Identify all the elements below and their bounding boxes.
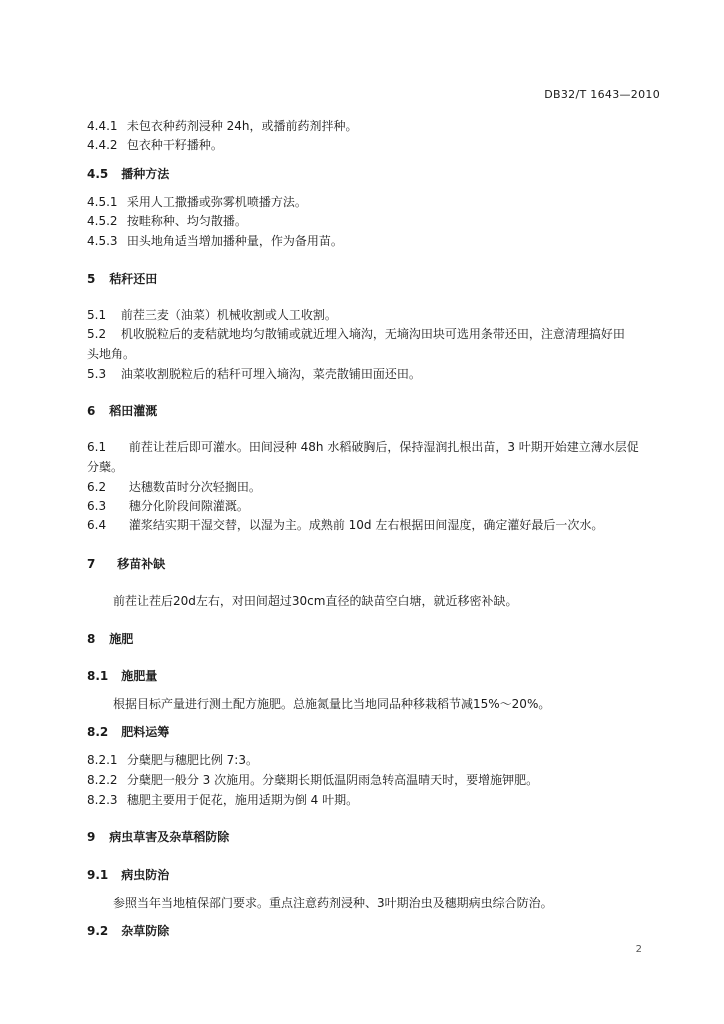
clause-6-1-continued [87, 459, 123, 475]
clause-6-1 [87, 439, 639, 455]
heading-number: 9.2 [87, 924, 109, 938]
clause-5-3 [87, 366, 421, 382]
clause-number: 5.2 [87, 327, 107, 341]
heading-9-1 [87, 867, 169, 883]
paragraph-text: 参照当年当地植保部门要求。重点注意药剂浸种、3叶期治虫及穗期病虫综合防治。 [113, 896, 553, 910]
heading-text: 秸秆还田 [109, 272, 158, 286]
paragraph-text: 根据目标产量进行测土配方施肥。总施氮量比当地同品种移栽稻节减15%～20%。 [113, 697, 551, 711]
clause-number: 4.5.1 [87, 195, 118, 209]
clause-text: 灌浆结实期干湿交替，以湿为主。成熟前 10d 左右根据田间湿度，确定灌好最后一次水。 [128, 518, 604, 532]
heading-number: 8 [87, 632, 96, 646]
clause-text: 头地角。 [87, 347, 136, 361]
clause-4-5-1 [87, 194, 307, 210]
heading-text: 稻田灌溉 [109, 404, 158, 418]
clause-number: 8.2.2 [87, 773, 118, 787]
clause-text: 分蘖肥一般分 3 次施用。分蘖期长期低温阴雨急转高温晴天时，要增施钾肥。 [126, 773, 539, 787]
clause-number: 4.5.3 [87, 234, 118, 248]
heading-text: 病虫草害及杂草稻防除 [109, 830, 230, 844]
clause-number: 8.2.1 [87, 753, 118, 767]
heading-9 [87, 829, 229, 845]
clause-6-2 [87, 479, 261, 495]
clause-text: 穗肥主要用于促花，施用适期为倒 4 叶期。 [126, 793, 359, 807]
heading-number: 8.2 [87, 725, 109, 739]
heading-text: 杂草防除 [121, 924, 170, 938]
clause-number: 5.3 [87, 367, 107, 381]
clause-text: 穗分化阶段间隙灌溉。 [128, 499, 249, 513]
clause-text: 油菜收割脱粒后的秸秆可埋入墒沟，菜壳散铺田面还田。 [120, 367, 421, 381]
heading-number: 9.1 [87, 868, 109, 882]
heading-text: 播种方法 [121, 167, 170, 181]
paragraph-7 [113, 593, 517, 609]
heading-text: 病虫防治 [121, 868, 170, 882]
clause-text: 包衣种干籽播种。 [126, 138, 223, 152]
clause-text: 田头地角适当增加播种量，作为备用苗。 [126, 234, 343, 248]
heading-text: 移苗补缺 [117, 557, 166, 571]
heading-text: 施肥量 [121, 669, 158, 683]
clause-6-4 [87, 517, 603, 533]
heading-number: 9 [87, 830, 96, 844]
heading-4-5 [87, 166, 169, 182]
heading-number: 5 [87, 272, 96, 286]
heading-text: 肥料运筹 [121, 725, 170, 739]
clause-text: 按畦称种、均匀散播。 [126, 214, 247, 228]
clause-number: 6.2 [87, 480, 107, 494]
heading-8-2 [87, 724, 169, 740]
clause-8-2-2 [87, 772, 538, 788]
clause-number: 8.2.3 [87, 793, 118, 807]
document-code-header: DB32/T 1643—2010 [544, 88, 660, 101]
clause-5-2 [87, 326, 625, 342]
heading-7 [87, 556, 165, 572]
clause-4-5-3 [87, 233, 343, 249]
paragraph-8-1 [113, 696, 550, 712]
heading-number: 4.5 [87, 167, 109, 181]
clause-number: 4.5.2 [87, 214, 118, 228]
clause-8-2-3 [87, 792, 358, 808]
clause-5-1 [87, 307, 337, 323]
heading-number: 8.1 [87, 669, 109, 683]
clause-number: 6.4 [87, 518, 107, 532]
clause-number: 5.1 [87, 308, 107, 322]
clause-number: 6.3 [87, 499, 107, 513]
clause-5-2-continued [87, 346, 135, 362]
heading-6 [87, 403, 157, 419]
clause-text: 分蘖。 [87, 460, 124, 474]
clause-8-2-1 [87, 752, 258, 768]
heading-text: 施肥 [109, 632, 134, 646]
clause-text: 采用人工撒播或弥雾机喷播方法。 [126, 195, 307, 209]
clause-text: 前茬三麦（油菜）机械收割或人工收割。 [120, 308, 337, 322]
heading-number: 7 [87, 557, 96, 571]
paragraph-9-1 [113, 895, 553, 911]
heading-8 [87, 631, 133, 647]
heading-5 [87, 271, 157, 287]
clause-4-4-2 [87, 137, 223, 153]
clause-text: 机收脱粒后的麦秸就地均匀散铺或就近埋入墒沟，无墒沟田块可选用条带还田，注意清理搞好田 [120, 327, 625, 341]
clause-text: 分蘖肥与穗肥比例 7:3。 [126, 753, 258, 767]
heading-9-2 [87, 923, 169, 939]
clause-number: 6.1 [87, 440, 107, 454]
clause-6-3 [87, 498, 249, 514]
clause-number: 4.4.2 [87, 138, 118, 152]
clause-text: 达穗数苗时分次轻搁田。 [128, 480, 261, 494]
heading-8-1 [87, 668, 157, 684]
clause-4-4-1 [87, 118, 358, 134]
heading-number: 6 [87, 404, 96, 418]
clause-number: 4.4.1 [87, 119, 118, 133]
clause-4-5-2 [87, 213, 247, 229]
clause-text: 前茬让茬后即可灌水。田间浸种 48h 水稻破胸后，保持湿润扎根出苗，3 叶期开始建立薄水层促 [128, 440, 639, 454]
clause-text: 未包衣种药剂浸种 24h，或播前药剂拌种。 [126, 119, 358, 133]
paragraph-text: 前茬让茬后20d左右，对田间超过30cm直径的缺苗空白塘，就近移密补缺。 [113, 594, 518, 608]
page-number: 2 [635, 944, 642, 955]
